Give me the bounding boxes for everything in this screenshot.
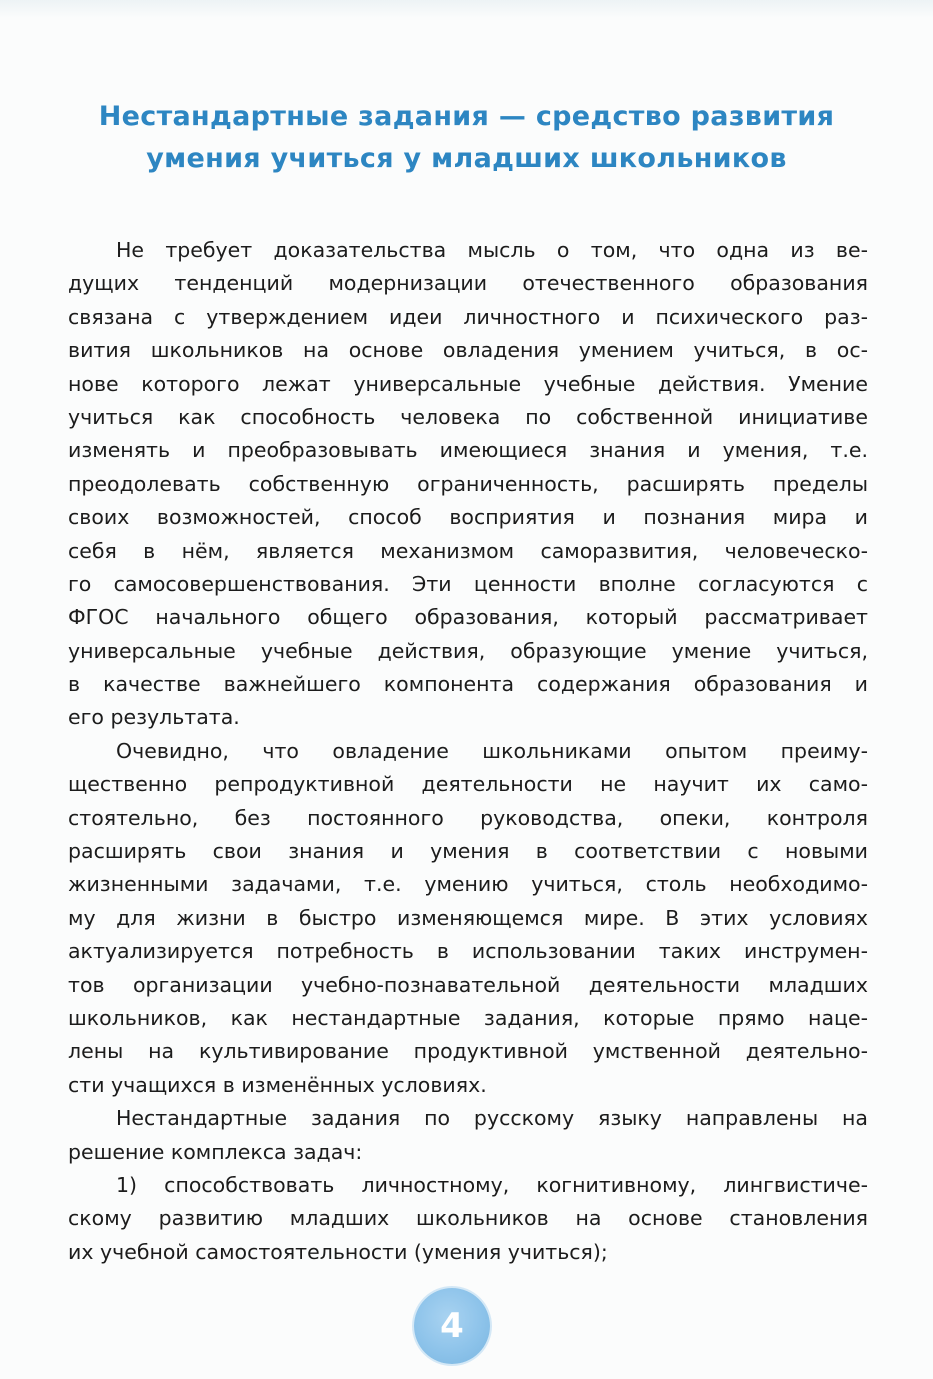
page-top-edge [0, 0, 933, 18]
text-line: актуализируется потребность в использовании таких инструмен- [68, 939, 868, 964]
text-line: себя в нём, является механизмом саморазвития, человеческо- [68, 538, 868, 563]
text-line: преодолевать собственную ограниченность, расширять пределы [68, 471, 868, 496]
text-line: универсальные учебные действия, образующие умение учиться, [68, 638, 868, 663]
text-line: их учебной самостоятельности (умения учиться); [68, 1239, 608, 1264]
text-line: лены на культивирование продуктивной умственной деятельно- [68, 1039, 868, 1064]
text-line: 1) способствовать личностному, когнитивному, лингвистиче- [116, 1172, 868, 1197]
text-line: сти учащихся в изменённых условиях. [68, 1072, 487, 1097]
text-line: жизненными задачами, т.е. умению учиться, столь необходимо- [68, 872, 868, 897]
paragraph-1 [68, 234, 868, 735]
text-line: го самосовершенствования. Эти ценности вполне согласуются с [68, 571, 868, 596]
text-line: Очевидно, что овладение школьниками опытом преиму- [116, 738, 868, 763]
text-line: связана с утверждением идеи личностного и психического раз- [68, 304, 868, 329]
title-line-1: Нестандартные задания — средство развития [98, 101, 835, 132]
page-title [40, 96, 893, 180]
paragraph-2 [68, 735, 868, 1102]
text-line: учиться как способность человека по собственной инициативе [68, 404, 868, 429]
text-line: скому развитию младших школьников на основе становления [68, 1206, 868, 1231]
paragraph-3 [68, 1102, 868, 1169]
text-line: в качестве важнейшего компонента содержания образования и [68, 672, 868, 697]
text-line: дущих тенденций модернизации отечественного образования [68, 271, 868, 296]
text-line: му для жизни в быстро изменяющемся мире. В этих условиях [68, 905, 868, 930]
text-line: расширять свои знания и умения в соответствии с новыми [68, 839, 868, 864]
text-line: вития школьников на основе овладения умением учиться, в ос- [68, 338, 868, 363]
text-line: его результата. [68, 705, 240, 730]
paragraph-4 [68, 1169, 868, 1269]
text-line: изменять и преобразовывать имеющиеся знания и умения, т.е. [68, 438, 868, 463]
text-line: своих возможностей, способ восприятия и познания мира и [68, 505, 868, 530]
text-line: Нестандартные задания по русскому языку направлены на [116, 1106, 868, 1131]
text-line: решение комплекса задач: [68, 1139, 363, 1164]
page-number-badge: 4 [414, 1288, 490, 1364]
text-line: щественно репродуктивной деятельности не научит их само- [68, 772, 868, 797]
text-line: нове которого лежат универсальные учебные действия. Умение [68, 371, 868, 396]
text-line: Не требует доказательства мысль о том, что одна из ве- [116, 238, 868, 262]
text-line: стоятельно, без постоянного руководства, опеки, контроля [68, 805, 868, 830]
body-text [68, 234, 868, 1269]
text-line: тов организации учебно-познавательной деятельности младших [68, 972, 868, 997]
text-line: ФГОС начального общего образования, который рассматривает [68, 605, 868, 630]
title-line-2: умения учиться у младших школьников [146, 143, 787, 174]
text-line: школьников, как нестандартные задания, которые прямо наце- [68, 1005, 868, 1030]
